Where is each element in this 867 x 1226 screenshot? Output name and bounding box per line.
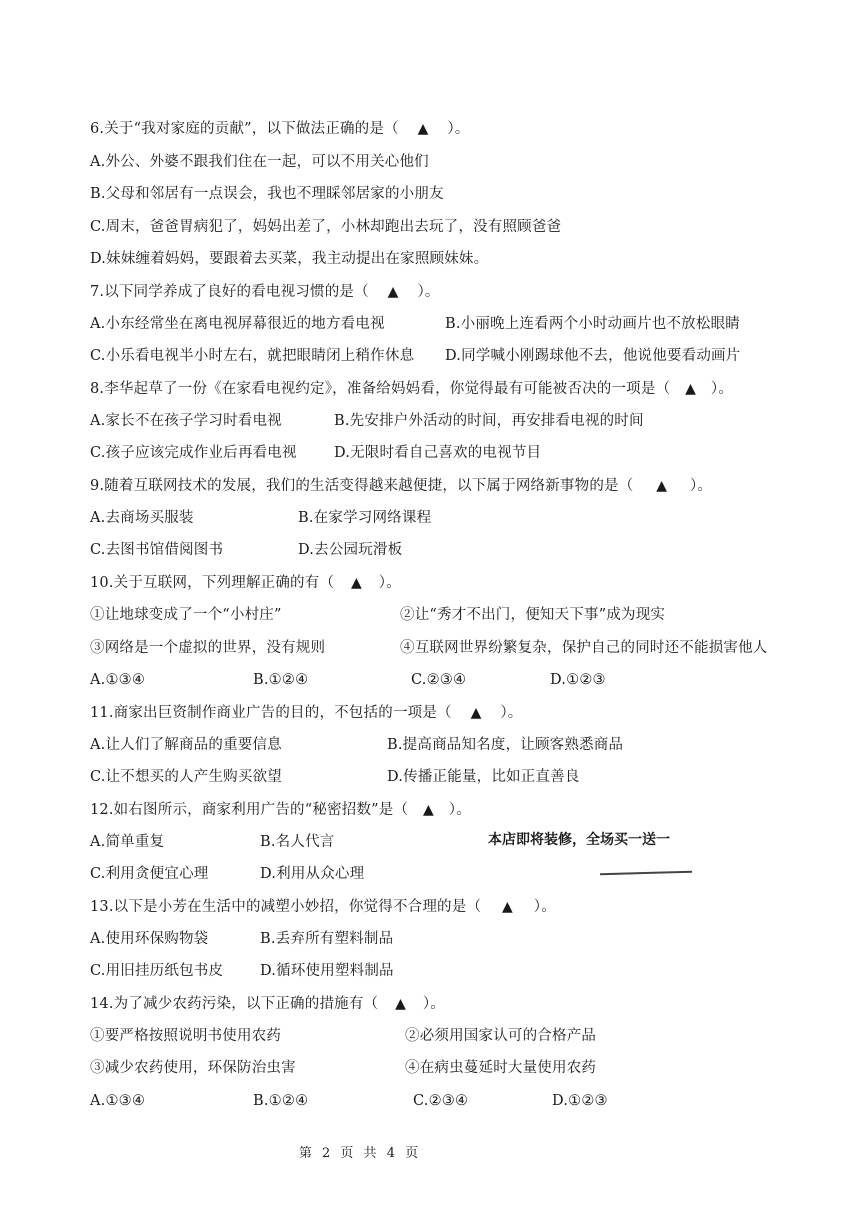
q10-statement-2: ②让“秀才不出门，便知天下事”成为现实 bbox=[400, 607, 666, 623]
q6-option-a: A.外公、外婆不跟我们住在一起，可以不用关心他们 bbox=[90, 154, 429, 170]
q11-option-d: D.传播正能量，比如正直善良 bbox=[387, 769, 580, 785]
q14-stem-line bbox=[90, 992, 445, 1016]
answer-blank-triangle: ▲ bbox=[387, 284, 399, 300]
answer-blank-triangle: ▲ bbox=[350, 575, 362, 591]
answer-blank-triangle: ▲ bbox=[501, 899, 513, 915]
q11-option-c: C.让不想买的人产生购买欲望 bbox=[90, 769, 282, 785]
q10-close: ）。 bbox=[378, 575, 401, 591]
answer-blank-triangle: ▲ bbox=[470, 705, 482, 721]
q10-option-b: B.①②④ bbox=[253, 672, 309, 688]
q12-option-c: C.利用贪便宜心理 bbox=[90, 866, 209, 882]
q12-stem: 12.如右图所示，商家利用广告的“秘密招数”是（ bbox=[90, 802, 409, 818]
q13-option-c: C.用旧挂历纸包书皮 bbox=[90, 963, 224, 979]
q10-option-d: D.①②③ bbox=[550, 672, 606, 688]
q9-option-a: A.去商场买服装 bbox=[90, 510, 194, 526]
q7-option-a: A.小东经常坐在离电视屏幕很近的地方看电视 bbox=[90, 316, 385, 332]
q7-option-c: C.小乐看电视半小时左右，就把眼睛闭上稍作休息 bbox=[90, 348, 415, 364]
q8-option-a: A.家长不在孩子学习时看电视 bbox=[90, 413, 282, 429]
q12-option-b: B.名人代言 bbox=[260, 834, 335, 850]
q8-stem: 8.李华起草了一份《在家看电视约定》，准备给妈妈看，你觉得最有可能被否决的一项是（ bbox=[90, 381, 671, 397]
q7-option-d: D.同学喊小刚踢球他不去，他说他要看动画片 bbox=[445, 348, 741, 364]
q9-stem: 9.随着互联网技术的发展，我们的生活变得越来越便捷，以下属于网络新事物的是（ bbox=[90, 478, 634, 494]
q12-close: ）。 bbox=[448, 802, 471, 818]
q13-option-d: D.循环使用塑料制品 bbox=[260, 963, 394, 979]
q13-stem-line bbox=[90, 895, 556, 919]
q10-stem: 10.关于互联网，下列理解正确的有（ bbox=[90, 575, 335, 591]
q12-option-a: A.简单重复 bbox=[90, 834, 165, 850]
q14-close: ）。 bbox=[422, 996, 446, 1012]
q10-option-c: C.②③④ bbox=[411, 672, 467, 688]
q7-close: ）。 bbox=[417, 284, 440, 300]
q14-statement-1: ①要严格按照说明书使用农药 bbox=[90, 1028, 282, 1044]
q11-option-b: B.提高商品知名度，让顾客熟悉商品 bbox=[387, 737, 624, 753]
q14-option-a: A.①③④ bbox=[90, 1093, 146, 1109]
q12-stem-line bbox=[90, 798, 471, 822]
q6-option-b: B.父母和邻居有一点误会，我也不理睬邻居家的小朋友 bbox=[90, 186, 444, 202]
ad-underline-stroke bbox=[600, 871, 692, 875]
q11-stem: 11.商家出巨资制作商业广告的目的，不包括的一项是（ bbox=[90, 705, 452, 721]
q10-statement-3: ③网络是一个虚拟的世界，没有规则 bbox=[90, 640, 326, 656]
q13-option-a: A.使用环保购物袋 bbox=[90, 931, 209, 947]
q10-statement-1: ①让地球变成了一个“小村庄” bbox=[90, 607, 282, 623]
q9-option-c: C.去图书馆借阅图书 bbox=[90, 542, 224, 558]
q9-close: ）。 bbox=[690, 478, 713, 494]
q11-option-a: A.让人们了解商品的重要信息 bbox=[90, 737, 282, 753]
q11-close: ）。 bbox=[500, 705, 523, 721]
q11-stem-line bbox=[90, 701, 523, 725]
q6-stem: 6.关于“我对家庭的贡献”，以下做法正确的是（ bbox=[90, 121, 399, 137]
q8-option-d: D.无限时看自己喜欢的电视节目 bbox=[334, 445, 542, 461]
q10-statement-4: ④互联网世界纷繁复杂，保护自己的同时还不能损害他人 bbox=[400, 640, 768, 656]
q13-close: ）。 bbox=[533, 899, 556, 915]
q6-option-d: D.妹妹缠着妈妈，要跟着去买菜，我主动提出在家照顾妹妹。 bbox=[90, 251, 489, 267]
page-footer: 第 2 页 共 4 页 bbox=[298, 1146, 422, 1161]
q8-stem-line bbox=[90, 377, 733, 401]
q9-option-d: D.去公园玩滑板 bbox=[298, 542, 403, 558]
q10-option-a: A.①③④ bbox=[90, 672, 146, 688]
q6-stem-line bbox=[90, 117, 470, 141]
q8-close: ）。 bbox=[710, 381, 734, 397]
q14-statement-2: ②必须用国家认可的合格产品 bbox=[405, 1028, 597, 1044]
store-ad-image-text: 本店即将装修，全场买一送一 bbox=[488, 832, 670, 848]
q9-stem-line bbox=[90, 474, 712, 498]
q7-option-b: B.小丽晚上连看两个小时动画片也不放松眼睛 bbox=[445, 316, 740, 332]
answer-blank-triangle: ▲ bbox=[685, 381, 697, 397]
q7-stem-line bbox=[90, 280, 440, 304]
q9-option-b: B.在家学习网络课程 bbox=[298, 510, 432, 526]
q13-option-b: B.丢弃所有塑料制品 bbox=[260, 931, 394, 947]
q10-stem-line bbox=[90, 571, 401, 595]
q6-option-c: C.周末，爸爸胃病犯了，妈妈出差了，小林却跑出去玩了，没有照顾爸爸 bbox=[90, 219, 562, 235]
q13-stem: 13.以下是小芳在生活中的减塑小妙招，你觉得不合理的是（ bbox=[90, 899, 482, 915]
answer-blank-triangle: ▲ bbox=[423, 802, 434, 818]
q14-stem: 14.为了减少农药污染，以下正确的措施有（ bbox=[90, 996, 379, 1012]
q14-statement-4: ④在病虫蔓延时大量使用农药 bbox=[405, 1060, 597, 1076]
q14-option-b: B.①②④ bbox=[253, 1093, 309, 1109]
q14-option-c: C.②③④ bbox=[413, 1093, 469, 1109]
answer-blank-triangle: ▲ bbox=[417, 121, 429, 137]
q6-close: ）。 bbox=[447, 121, 470, 137]
q7-stem: 7.以下同学养成了良好的看电视习惯的是（ bbox=[90, 284, 369, 300]
answer-blank-triangle: ▲ bbox=[395, 996, 407, 1012]
answer-blank-triangle: ▲ bbox=[656, 478, 668, 494]
q8-option-c: C.孩子应该完成作业后再看电视 bbox=[90, 445, 297, 461]
q14-statement-3: ③减少农药使用，环保防治虫害 bbox=[90, 1060, 296, 1076]
q14-option-d: D.①②③ bbox=[552, 1093, 608, 1109]
q12-option-d: D.利用从众心理 bbox=[260, 866, 365, 882]
q8-option-b: B.先安排户外活动的时间，再安排看电视的时间 bbox=[334, 413, 644, 429]
